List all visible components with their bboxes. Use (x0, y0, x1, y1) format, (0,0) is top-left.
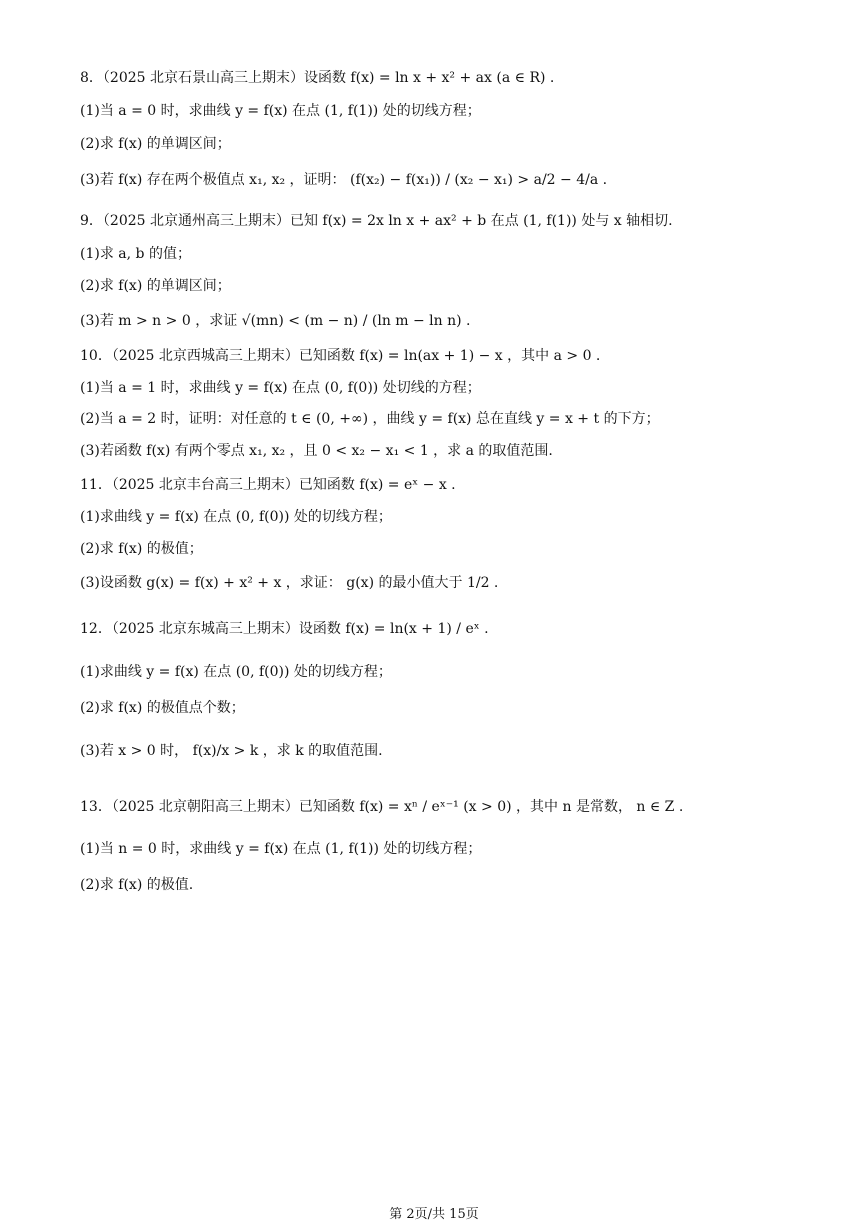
problem-10-header: 10．（2025 北京西城高三上期末）已知函数 f(x) = ln(ax + 1) − x ，其中 a > 0 . (80, 348, 601, 364)
problem-11-header: 11．（2025 北京丰台高三上期末）已知函数 f(x) = eˣ − x . (80, 477, 456, 493)
problem-10-part-3: (3)若函数 f(x) 有两个零点 x₁, x₂ ，且 0 < x₂ − x₁ < 1 ，求 a 的取值范围. (80, 443, 553, 459)
problem-8-part-3: (3)若 f(x) 存在两个极值点 x₁, x₂ ，证明： (f(x₂) − f(x₁)) / (x₂ − x₁) > a/2 − 4/a . (80, 172, 608, 188)
problem-13-header: 13．（2025 北京朝阳高三上期末）已知函数 f(x) = xⁿ / eˣ⁻¹ (x > 0) ，其中 n 是常数， n ∈ Z . (80, 799, 684, 815)
page-footer: 第 2页/共 15页 (389, 1207, 479, 1222)
problem-9-part-1: (1)求 a, b 的值； (80, 246, 191, 262)
problem-12-part-1: (1)求曲线 y = f(x) 在点 (0, f(0)) 处的切线方程； (80, 664, 392, 680)
problem-13-part-1: (1)当 n = 0 时，求曲线 y = f(x) 在点 (1, f(1)) 处的切线方程； (80, 841, 482, 857)
problem-12-part-3: (3)若 x > 0 时， f(x)/x > k ，求 k 的取值范围. (80, 743, 383, 759)
problem-9-header: 9．（2025 北京通州高三上期末）已知 f(x) = 2x ln x + ax² + b 在点 (1, f(1)) 处与 x 轴相切. (80, 213, 673, 229)
problem-11-part-2: (2)求 f(x) 的极值； (80, 541, 203, 557)
problem-11-part-1: (1)求曲线 y = f(x) 在点 (0, f(0)) 处的切线方程； (80, 509, 392, 525)
problem-11-part-3: (3)设函数 g(x) = f(x) + x² + x ，求证： g(x) 的最小值大于 1/2 . (80, 575, 499, 591)
problem-9-part-3: (3)若 m > n > 0 ，求证 √(mn) < (m − n) / (ln m − ln n) . (80, 313, 471, 329)
problem-13-part-2: (2)求 f(x) 的极值. (80, 877, 194, 893)
problem-10-part-1: (1)当 a = 1 时，求曲线 y = f(x) 在点 (0, f(0)) 处切线的方程； (80, 380, 481, 396)
problem-8-part-1: (1)当 a = 0 时，求曲线 y = f(x) 在点 (1, f(1)) 处的切线方程； (80, 103, 481, 119)
problem-12-part-2: (2)求 f(x) 的极值点个数； (80, 700, 245, 716)
problem-9-part-2: (2)求 f(x) 的单调区间； (80, 278, 231, 294)
problem-8-part-2: (2)求 f(x) 的单调区间； (80, 136, 231, 152)
problem-10-part-2: (2)当 a = 2 时，证明：对任意的 t ∈ (0, +∞) ，曲线 y = f(x) 总在直线 y = x + t 的下方； (80, 411, 660, 427)
problem-12-header: 12．（2025 北京东城高三上期末）设函数 f(x) = ln(x + 1) / eˣ . (80, 621, 489, 637)
problem-8-header: 8．（2025 北京石景山高三上期末）设函数 f(x) = ln x + x² + ax (a ∈ R) . (80, 70, 555, 86)
